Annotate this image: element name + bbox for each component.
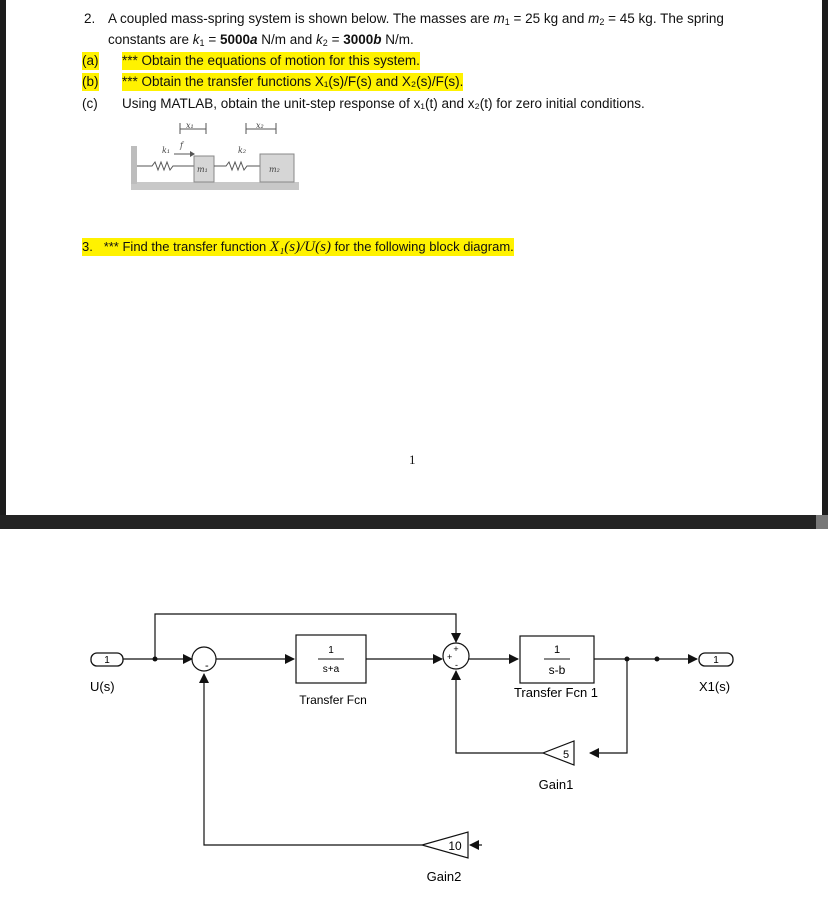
m1-label: m₁ <box>197 165 208 174</box>
page-number: 1 <box>409 452 416 467</box>
signal-x1-to-gain1 <box>590 659 627 753</box>
part-c-label: (c) <box>82 96 98 111</box>
problem-2-number: 2. <box>84 11 96 26</box>
page-frame-left <box>0 0 6 520</box>
input-port-label: U(s) <box>90 679 115 694</box>
part-b-label: (b) <box>82 74 99 89</box>
sum2-sign-top: + <box>453 644 459 654</box>
mass-spring-figure <box>128 118 303 193</box>
part-a-text: *** Obtain the equations of motion for this system. <box>122 53 420 68</box>
gain2-label: Gain2 <box>426 869 462 884</box>
branch-point-x1-outer <box>655 657 660 662</box>
sum-block-1[interactable] <box>192 647 216 671</box>
problem-2-line-2: constants are $k_1 = 5000a$ N/m and $k_2 = 3000b$ N/m. <box>108 32 414 48</box>
part-b-text: *** Obtain the transfer functions X₁(s)/F(s) and X₂(s)/F(s). <box>122 74 464 89</box>
problem-2-line-1: A coupled mass-spring system is shown below. The masses are $m_1 = 25$ kg and $m_2 = 45$ kg. The spring <box>108 11 724 27</box>
gain1-block[interactable] <box>543 741 574 765</box>
scrollbar-stub <box>816 515 828 529</box>
x1-label: x₁ <box>186 121 194 130</box>
x2-label: x₂ <box>256 121 264 130</box>
part-c-text: Using MATLAB, obtain the unit-step response of x₁(t) and x₂(t) for zero initial conditions. <box>122 96 645 111</box>
gain1-value: 5 <box>562 749 570 761</box>
block-diagram <box>0 529 828 899</box>
sum2-sign-left: + <box>447 652 453 662</box>
sum2-sign-bottom: - <box>455 660 458 670</box>
output-port-number: 1 <box>713 655 719 666</box>
k2-label: k₂ <box>238 146 247 155</box>
output-port-label: X1(s) <box>699 679 731 694</box>
sum1-sign-bottom: - <box>205 660 209 672</box>
m2-label: m₂ <box>269 165 280 174</box>
problem-3-text: 3. *** Find the transfer function X₁(s)/U(s) for the following block diagram. <box>82 239 514 255</box>
gain1-label: Gain1 <box>538 777 574 792</box>
tf1-numerator: 1 <box>328 645 334 656</box>
wall <box>131 146 137 184</box>
tf2-denominator: s-b <box>548 663 566 677</box>
ground <box>131 182 299 190</box>
tf2-numerator: 1 <box>553 644 561 656</box>
force-label: f <box>180 141 183 150</box>
tf1-label: Transfer Fcn <box>299 693 367 707</box>
tf1-denominator: s+a <box>322 664 340 675</box>
page-frame-right <box>822 0 828 520</box>
tf2-label: Transfer Fcn 1 <box>513 685 599 700</box>
input-port-number: 1 <box>104 655 110 666</box>
page-divider <box>0 515 828 529</box>
gain2-value: 10 <box>448 839 462 853</box>
k1-label: k₁ <box>162 146 171 155</box>
part-a-label: (a) <box>82 53 99 68</box>
